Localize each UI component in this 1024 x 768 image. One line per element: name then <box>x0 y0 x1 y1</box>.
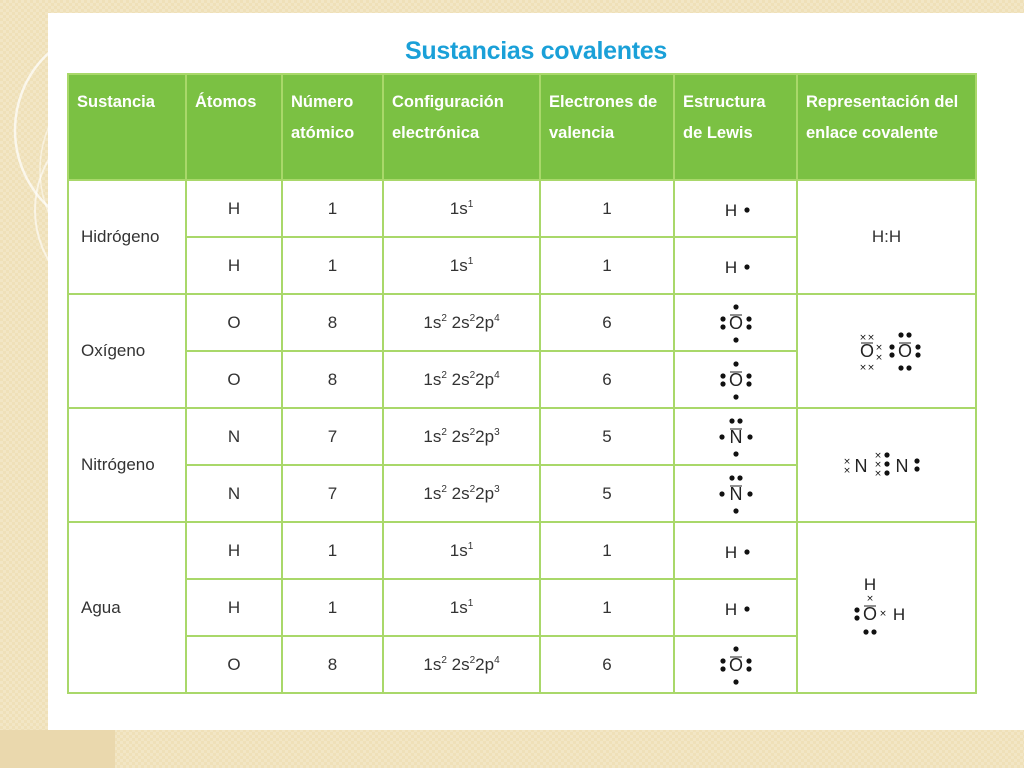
atom-symbol: O <box>186 636 282 693</box>
valence-electrons: 5 <box>540 408 674 465</box>
valence-electrons: 6 <box>540 351 674 408</box>
atom-symbol: N <box>186 408 282 465</box>
valence-electrons: 6 <box>540 636 674 693</box>
decorative-footer-strip <box>0 730 115 768</box>
lewis-structure <box>674 351 797 408</box>
substance-name: Oxígeno <box>68 294 186 408</box>
svg-text:×: × <box>873 469 882 479</box>
electron-configuration: $1s^2$ $2s^22p^4$ <box>383 351 540 408</box>
atomic-number: 7 <box>282 465 383 522</box>
svg-text:×: × <box>842 466 851 476</box>
svg-text:H: H <box>892 604 905 624</box>
atomic-number: 1 <box>282 579 383 636</box>
electron-configuration: $1s^2$ $2s^22p^4$ <box>383 636 540 693</box>
svg-text:×: × <box>865 593 874 604</box>
electron-configuration: $1s^1$ <box>383 180 540 237</box>
substance-name: Hidrógeno <box>68 180 186 294</box>
svg-text:×: × <box>873 460 882 470</box>
atomic-number: 1 <box>282 180 383 237</box>
atom-symbol: H <box>186 579 282 636</box>
svg-text:N: N <box>729 483 742 504</box>
svg-text:×: × <box>858 333 867 343</box>
svg-text:O: O <box>728 369 743 390</box>
atom-symbol: O <box>186 351 282 408</box>
svg-text:×: × <box>842 457 851 467</box>
lewis-structure <box>674 579 797 636</box>
header-row <box>68 74 976 180</box>
table-row <box>68 408 976 465</box>
lewis-structure <box>674 522 797 579</box>
svg-text:O: O <box>859 341 874 361</box>
valence-electrons: 6 <box>540 294 674 351</box>
header-atomos: Átomos <box>186 74 282 180</box>
svg-text:N: N <box>729 426 742 447</box>
atom-symbol: N <box>186 465 282 522</box>
header-representacion-enlace: Representación del enlace covalente <box>797 74 976 180</box>
valence-electrons: 5 <box>540 465 674 522</box>
substance-name: Nitrógeno <box>68 408 186 522</box>
atom-symbol: H <box>186 522 282 579</box>
atomic-number: 8 <box>282 636 383 693</box>
svg-text:×: × <box>873 451 882 461</box>
atomic-number: 8 <box>282 294 383 351</box>
header-estructura-lewis: Estructura de Lewis <box>674 74 797 180</box>
lewis-structure <box>674 465 797 522</box>
svg-text:×: × <box>858 363 867 373</box>
atom-symbol: O <box>186 294 282 351</box>
svg-text:×: × <box>874 353 883 363</box>
covalent-bond-representation <box>797 294 976 408</box>
header-sustancia: Sustancia <box>68 74 186 180</box>
valence-electrons: 1 <box>540 180 674 237</box>
slide <box>48 13 1024 730</box>
table-row <box>68 522 976 579</box>
svg-text:H: H <box>724 599 737 619</box>
header-configuracion: Configuración electrónica <box>383 74 540 180</box>
electron-configuration: $1s^2$ $2s^22p^4$ <box>383 294 540 351</box>
header-electrones-valencia: Electrones de valencia <box>540 74 674 180</box>
svg-text:×: × <box>866 333 875 343</box>
svg-text:H: H <box>863 574 876 594</box>
lewis-structure <box>674 408 797 465</box>
electron-configuration: $1s^1$ <box>383 237 540 294</box>
lewis-structure <box>674 180 797 237</box>
atomic-number: 1 <box>282 522 383 579</box>
svg-text:O: O <box>862 603 877 624</box>
lewis-structure <box>674 237 797 294</box>
covalent-substances-table <box>67 73 977 694</box>
table-row <box>68 180 976 237</box>
header-numero-atomico: Número atómico <box>282 74 383 180</box>
svg-text:×: × <box>878 608 887 619</box>
electron-configuration: $1s^2$ $2s^22p^3$ <box>383 408 540 465</box>
valence-electrons: 1 <box>540 579 674 636</box>
electron-configuration: $1s^2$ $2s^22p^3$ <box>383 465 540 522</box>
atomic-number: 7 <box>282 408 383 465</box>
electron-configuration: $1s^1$ <box>383 522 540 579</box>
covalent-bond-representation <box>797 522 976 693</box>
valence-electrons: 1 <box>540 522 674 579</box>
page-title: Sustancias covalentes <box>405 37 667 65</box>
svg-text:N: N <box>895 456 908 476</box>
valence-electrons: 1 <box>540 237 674 294</box>
svg-text:H: H <box>724 257 737 277</box>
lewis-structure <box>674 294 797 351</box>
svg-text:O: O <box>897 341 912 361</box>
table-row <box>68 294 976 351</box>
atomic-number: 1 <box>282 237 383 294</box>
svg-text:×: × <box>874 343 883 353</box>
svg-text:N: N <box>854 456 867 476</box>
substance-name: Agua <box>68 522 186 693</box>
svg-text:×: × <box>866 363 875 373</box>
atom-symbol: H <box>186 237 282 294</box>
atomic-number: 8 <box>282 351 383 408</box>
covalent-bond-representation: H:H <box>797 180 976 294</box>
covalent-bond-representation <box>797 408 976 522</box>
svg-text:H: H <box>724 542 737 562</box>
lewis-structure <box>674 636 797 693</box>
svg-text:H: H <box>724 200 737 220</box>
svg-text:O: O <box>728 654 743 675</box>
electron-configuration: $1s^1$ <box>383 579 540 636</box>
svg-text:O: O <box>728 312 743 333</box>
atom-symbol: H <box>186 180 282 237</box>
